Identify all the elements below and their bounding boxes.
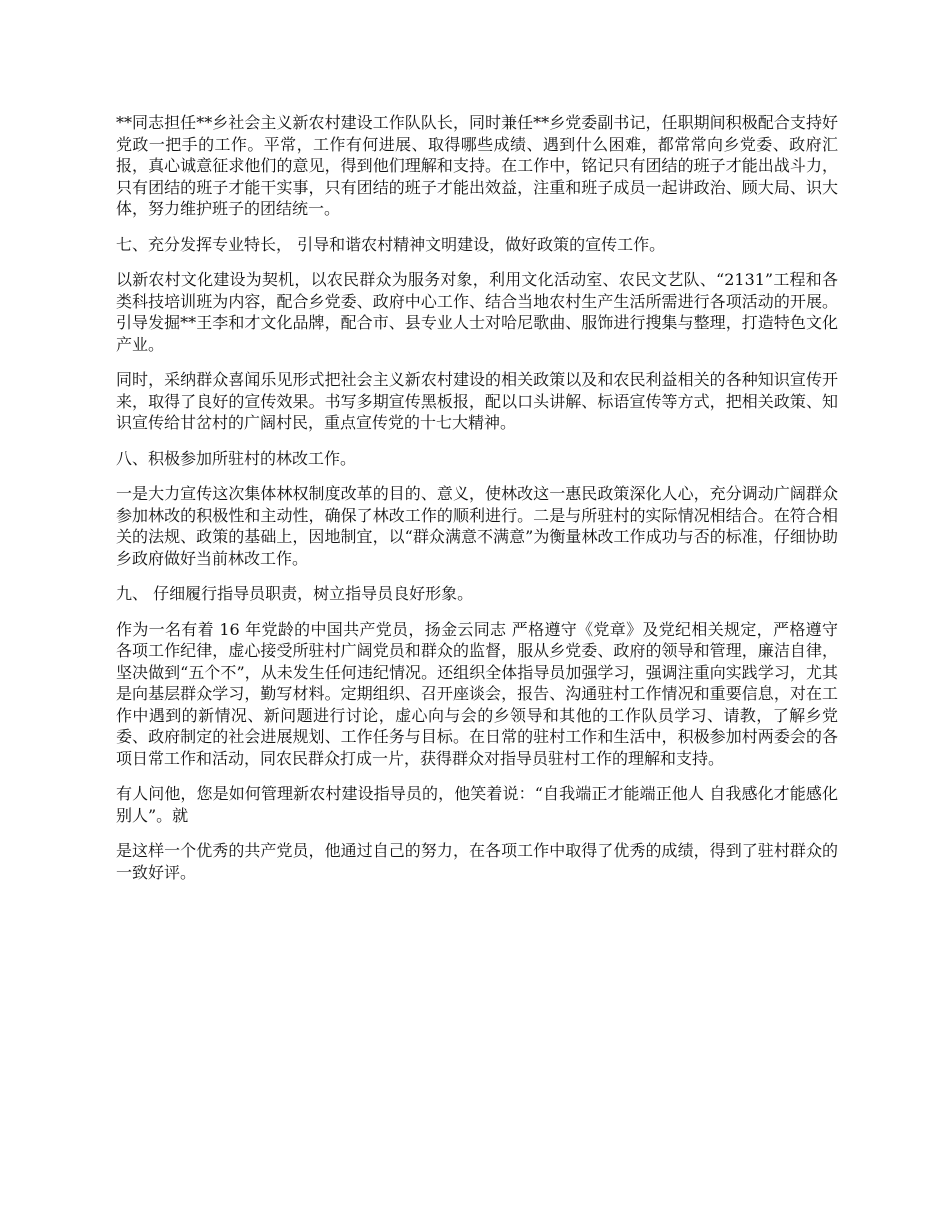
section-heading-8: 八、积极参加所驻村的林改工作。 — [116, 448, 357, 468]
paragraph-team-unity: **同志担任**乡社会主义新农村建设工作队队长，同时兼任**乡党委副书记，任职期间积极配合支持好党政一把手的工作。平常，工作有何进展、取得哪些成绩、遇到什么困难，都常常向乡党委、政府汇报，真心诚意征求他们的意见，得到他们理解和支持。在工作中，铭记只有团结的班子才能出战斗力，只有团结的班子才能干实事，只有团结的班子才能出效益，注重和班子成员一起讲政治、顾大局、识大体，努力维护班子的团结统一。 — [116, 113, 838, 218]
paragraph-conclusion: 是这样一个优秀的共产党员，他通过自己的努力，在各项工作中取得了优秀的成绩，得到了驻村群众的一致好评。 — [116, 841, 838, 882]
document-page — [116, 112, 838, 897]
paragraph-instructor-duties: 作为一名有着 16 年党龄的中国共产党员，扬金云同志 严格遵守《党章》及党纪相关规定，严格遵守各项工作纪律，虚心接受所驻村广阔党员和群众的监督，服从乡党委、政府的领导和管理，廉洁自律，坚决做到“五个不”，从未发生任何违纪情况。还组织全体指导员加强学习，强调注重向实践学习，尤其是向基层群众学习，勤写材料。定期组织、召开座谈会，报告、沟通驻村工作情况和重要信息，对在工作中遇到的新情况、新问题进行讨论，虚心向与会的乡领导和其他的工作队员学习、请教，了解乡党委、政府制定的社会进展规划、工作任务与目标。在日常的驻村工作和生活中，积极参加村两委会的各项日常工作和活动，同农民群众打成一片，获得群众对指导员驻村工作的理解和支持。 — [116, 619, 838, 768]
paragraph-policy-publicity: 同时，采纳群众喜闻乐见形式把社会主义新农村建设的相关政策以及和农民利益相关的各种知识宣传开来，取得了良好的宣传效果。书写多期宣传黑板报，配以口头讲解、标语宣传等方式，把相关政策、知识宣传给甘岔村的广阔村民，重点宣传党的十七大精神。 — [116, 370, 838, 432]
section-heading-9: 九、 仔细履行指导员职责，树立指导员良好形象。 — [116, 584, 474, 603]
section-heading-7: 七、充分发挥专业特长， 引导和谐农村精神文明建设，做好政策的宣传工作。 — [116, 234, 666, 254]
paragraph-forest-reform: 一是大力宣传这次集体林权制度改革的目的、意义，使林改这一惠民政策深化人心，充分调动广阔群众参加林改的积极性和主动性，确保了林改工作的顺利进行。二是与所驻村的实际情况相结合。在符合相关的法规、政策的基础上，因地制宜，以“群众满意不满意”为衡量林改工作成功与否的标准，仔细协助乡政府做好当前林改工作。 — [116, 484, 838, 568]
paragraph-quote: 有人问他，您是如何管理新农村建设指导员的，他笑着说：“自我端正才能端正他人 自我感化才能感化别人”。就 — [116, 784, 838, 825]
paragraph-culture-building: 以新农村文化建设为契机，以农民群众为服务对象，利用文化活动室、农民文艺队、“2131”工程和各类科技培训班为内容，配合乡党委、政府中心工作、结合当地农村生产生活所需进行各项活动的开展。引导发掘**王李和才文化品牌，配合市、县专业人士对哈尼歌曲、服饰进行搜集与整理，打造特色文化产业。 — [116, 270, 838, 354]
